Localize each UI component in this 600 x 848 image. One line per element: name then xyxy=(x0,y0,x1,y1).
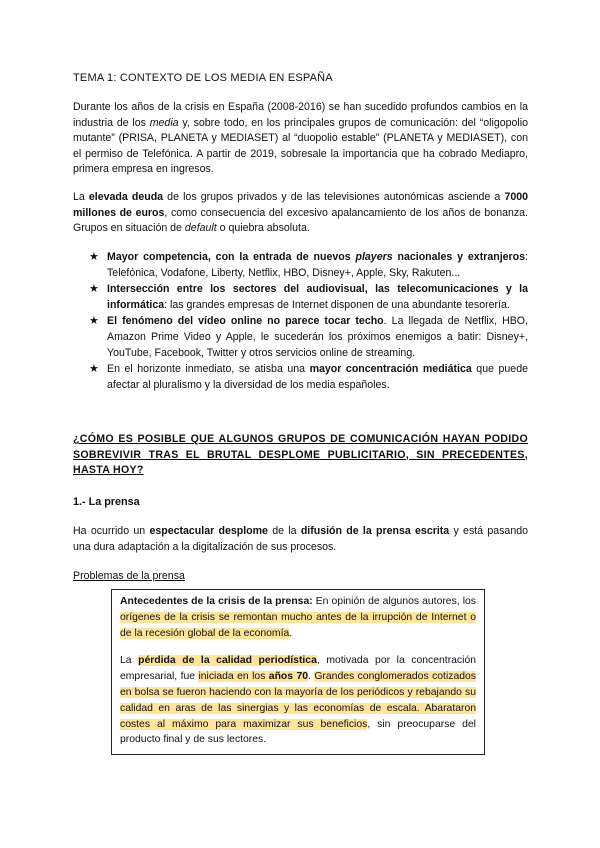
text: o quiebra absoluta. xyxy=(216,222,310,235)
bold-text: Mayor competencia, con la entrada de nuevos xyxy=(107,251,356,263)
star-icon: ★ xyxy=(89,251,99,263)
bold-text: nacionales y extranjeros xyxy=(392,251,526,263)
text: . xyxy=(289,627,293,639)
list-item xyxy=(89,362,528,393)
bold-text: Antecedentes de la crisis de la prensa: xyxy=(120,596,313,607)
text: , como consecuencia del excesivo apalancamiento de los años de bonanza. Grupos en situación de xyxy=(73,206,529,235)
text: : las grandes empresas de Internet disponen de una abundante tesorería. xyxy=(164,298,510,311)
list-item xyxy=(89,250,528,281)
text: , sin preocuparse del producto final y de sus lectores. xyxy=(120,718,476,746)
text: La xyxy=(120,655,139,667)
press-paragraph xyxy=(73,524,528,555)
bold-text: 7000 millones de euros xyxy=(73,191,529,219)
highlighted-text: años 70 xyxy=(268,671,309,683)
box-paragraph xyxy=(120,653,476,748)
bold-text: elevada deuda xyxy=(88,191,164,203)
bold-text: El fenómeno del vídeo online no parece tocar techo xyxy=(107,315,384,328)
quote-box xyxy=(111,589,485,755)
bullet-list xyxy=(89,250,528,394)
highlighted-text: iniciada en los xyxy=(198,671,269,683)
list-item xyxy=(89,314,528,361)
bold-text: difusión de la prensa escrita xyxy=(300,525,450,537)
text: En el horizonte inmediato, se atisba una xyxy=(107,363,310,376)
text: : Telefónica, Vodafone, Liberty, Netflix, HBO, Disney+, Apple, Sky, Rakuten... xyxy=(107,251,528,279)
text: de los grupos privados y de las televisiones autonómicas asciende a xyxy=(163,191,505,203)
text: La xyxy=(73,191,89,203)
star-icon: ★ xyxy=(89,363,99,376)
question-heading: ¿CÓMO ES POSIBLE QUE ALGUNOS GRUPOS DE COMUNICACIÓN HAYAN PODIDO SOBREVIVIR TRAS EL BRUTAL DESPLOME PUBLICITARIO, SIN PRECEDENTES, HASTA HOY? xyxy=(73,433,528,477)
highlighted-text: pérdida de la calidad periodística xyxy=(138,655,317,667)
text: que puede afectar al pluralismo y la diversidad de los media españoles. xyxy=(107,363,528,391)
text: de la xyxy=(267,525,301,537)
text: En opinión de algunos autores, los xyxy=(312,596,476,607)
emphasis: default xyxy=(184,222,217,235)
bold-text: mayor concentración mediática xyxy=(309,363,472,376)
text: Ha ocurrido un xyxy=(73,525,150,537)
box-paragraph xyxy=(120,594,476,641)
star-icon: ★ xyxy=(89,315,99,328)
list-item xyxy=(89,282,528,313)
text: y está pasando una dura adaptación a la digitalización de sus procesos. xyxy=(73,525,528,553)
subsection-heading: Problemas de la prensa xyxy=(73,570,185,582)
debt-paragraph xyxy=(73,190,528,237)
bold-text: espectacular desplome xyxy=(149,525,268,537)
text: . xyxy=(308,671,315,683)
bold-text: Intersección entre los sectores del audiovisual, las telecomunicaciones y la informática xyxy=(107,283,528,311)
highlighted-text: Grandes conglomerados cotizados en bolsa se fueron haciendo con la mayoría de los periódicos y rebajando su calidad en aras de las sinergias y las economías de escala. Abarataron costes al máximo para maximizar sus beneficios xyxy=(120,671,476,730)
section-heading: 1.- La prensa xyxy=(73,496,140,508)
star-icon: ★ xyxy=(89,283,99,296)
document-title: TEMA 1: CONTEXTO DE LOS MEDIA EN ESPAÑA xyxy=(73,72,333,84)
text: . La llegada de Netflix, HBO, Amazon Prime Video y Apple, le sucederán los próximos enemigos a batir: Disney+, YouTube, Facebook, Twitter y otros servicios online de streaming. xyxy=(107,315,528,359)
text: y, sobre todo, en los principales grupos de comunicación: del “oligopolio mutante” (PRISA, PLANETA y MEDIASET) al “duopolio estable” (PLANETA y MEDIASET), con el permiso de Telefónica. A partir de 2019, sobresale la importancia que ha cobrado Mediapro, primera empresa en ingresos. xyxy=(73,116,528,176)
emphasis: players xyxy=(355,251,393,263)
intro-paragraph xyxy=(73,100,528,178)
highlighted-text: orígenes de la crisis se remontan mucho antes de la irrupción de Internet o de la recesión global de la economía xyxy=(120,611,476,639)
text: , motivada por la concentración empresarial, fue xyxy=(120,655,476,683)
text: Durante los años de la crisis en España (2008-2016) se han sucedido profundos cambios en la industria de los xyxy=(73,101,528,129)
emphasis: media xyxy=(149,116,179,129)
